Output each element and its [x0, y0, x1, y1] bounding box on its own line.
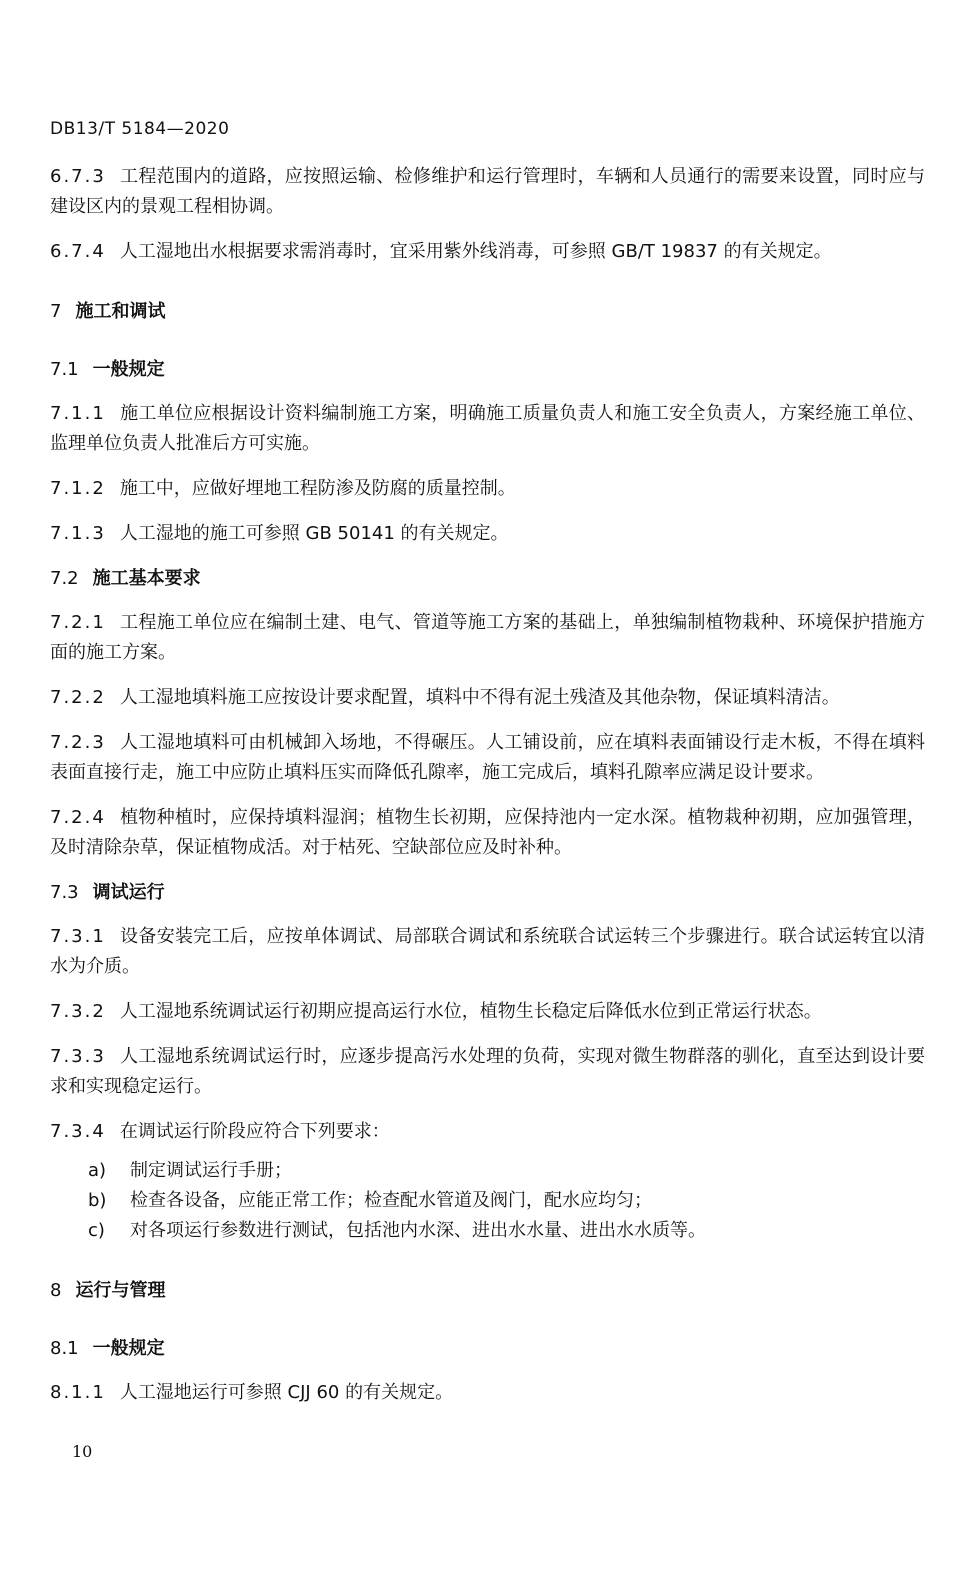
document-body [50, 162, 925, 1423]
clause-text: 在调试运行阶段应符合下列要求： [119, 1121, 390, 1142]
list-marker: a) [88, 1160, 107, 1181]
clause-6-7-4 [50, 237, 925, 267]
clause-number: 7.1.2 [50, 478, 106, 499]
heading-number: 8 [50, 1280, 62, 1301]
list-marker: b) [88, 1190, 107, 1211]
clause-number: 7.3.4 [50, 1121, 106, 1142]
clause-7-1-2 [50, 474, 925, 504]
heading-title: 运行与管理 [75, 1280, 166, 1301]
clause-text: 工程施工单位应在编制土建、电气、管道等施工方案的基础上，单独编制植物栽种、环境保护措施方面的施工方案。 [50, 612, 925, 663]
list-marker: c) [88, 1220, 105, 1241]
list-item-text: 检查各设备，应能正常工作；检查配水管道及阀门，配水应均匀； [130, 1190, 652, 1211]
section-7-2-heading [50, 564, 925, 594]
clause-text: 人工湿地填料可由机械卸入场地，不得碾压。人工铺设前，应在填料表面铺设行走木板，不得在填料表面直接行走，施工中应防止填料压实而降低孔隙率，施工完成后，填料孔隙率应满足设计要求。 [50, 732, 925, 783]
document-code-header: DB13/T 5184—2020 [50, 119, 230, 139]
clause-text: 人工湿地运行可参照 CJJ 60 的有关规定。 [119, 1382, 454, 1403]
clause-7-3-2 [50, 997, 925, 1027]
heading-title: 一般规定 [92, 1338, 165, 1359]
clause-7-3-1 [50, 922, 925, 982]
clause-7-1-1 [50, 399, 925, 459]
clause-7-2-2 [50, 683, 925, 713]
clause-7-3-3 [50, 1042, 925, 1102]
clause-number: 7.2.1 [50, 612, 106, 633]
section-7-3-heading [50, 878, 925, 908]
heading-number: 7 [50, 301, 62, 322]
heading-title: 调试运行 [92, 882, 165, 903]
page-number: 10 [72, 1442, 93, 1461]
section-7-1-heading [50, 355, 925, 385]
requirements-list [88, 1156, 925, 1246]
clause-7-2-3 [50, 728, 925, 788]
clause-text: 人工湿地出水根据要求需消毒时，宜采用紫外线消毒，可参照 GB/T 19837 的有关规定。 [119, 241, 832, 262]
clause-7-1-3 [50, 519, 925, 549]
clause-7-2-1 [50, 608, 925, 668]
clause-number: 8.1.1 [50, 1382, 106, 1403]
clause-text: 植物种植时，应保持填料湿润；植物生长初期，应保持池内一定水深。植物栽种初期，应加强管理，及时清除杂草，保证植物成活。对于枯死、空缺部位应及时补种。 [50, 807, 925, 858]
heading-number: 8.1 [50, 1338, 79, 1359]
heading-number: 7.1 [50, 359, 79, 380]
clause-text: 施工中，应做好埋地工程防渗及防腐的质量控制。 [119, 478, 516, 499]
heading-title: 施工和调试 [75, 301, 166, 322]
clause-number: 6.7.4 [50, 241, 106, 262]
clause-number: 7.2.3 [50, 732, 106, 753]
clause-7-3-4 [50, 1117, 925, 1147]
clause-text: 设备安装完工后，应按单体调试、局部联合调试和系统联合试运转三个步骤进行。联合试运转宜以清水为介质。 [50, 926, 925, 977]
clause-7-2-4 [50, 803, 925, 863]
clause-number: 7.3.3 [50, 1046, 106, 1067]
list-item [88, 1186, 925, 1216]
clause-text: 人工湿地系统调试运行初期应提高运行水位，植物生长稳定后降低水位到正常运行状态。 [119, 1001, 822, 1022]
clause-text: 人工湿地填料施工应按设计要求配置，填料中不得有泥土残渣及其他杂物，保证填料清洁。 [119, 687, 840, 708]
section-8-1-heading [50, 1334, 925, 1364]
clause-number: 7.3.2 [50, 1001, 106, 1022]
clause-number: 7.3.1 [50, 926, 106, 947]
heading-number: 7.2 [50, 568, 79, 589]
clause-6-7-3 [50, 162, 925, 222]
clause-8-1-1 [50, 1378, 925, 1408]
chapter-8-heading [50, 1276, 925, 1306]
list-item-text: 制定调试运行手册； [130, 1160, 292, 1181]
clause-number: 7.2.4 [50, 807, 106, 828]
heading-number: 7.3 [50, 882, 79, 903]
list-item [88, 1216, 925, 1246]
chapter-7-heading [50, 297, 925, 327]
list-item-text: 对各项运行参数进行测试，包括池内水深、进出水水量、进出水水质等。 [130, 1220, 706, 1241]
heading-title: 一般规定 [92, 359, 165, 380]
clause-text: 人工湿地的施工可参照 GB 50141 的有关规定。 [119, 523, 509, 544]
list-item [88, 1156, 925, 1186]
clause-text: 工程范围内的道路，应按照运输、检修维护和运行管理时，车辆和人员通行的需要来设置，同时应与建设区内的景观工程相协调。 [50, 166, 925, 217]
clause-number: 7.1.3 [50, 523, 106, 544]
clause-number: 7.1.1 [50, 403, 106, 424]
clause-number: 6.7.3 [50, 166, 106, 187]
heading-title: 施工基本要求 [92, 568, 201, 589]
clause-text: 人工湿地系统调试运行时，应逐步提高污水处理的负荷，实现对微生物群落的驯化，直至达到设计要求和实现稳定运行。 [50, 1046, 925, 1097]
clause-text: 施工单位应根据设计资料编制施工方案，明确施工质量负责人和施工安全负责人，方案经施工单位、监理单位负责人批准后方可实施。 [50, 403, 925, 454]
clause-number: 7.2.2 [50, 687, 106, 708]
